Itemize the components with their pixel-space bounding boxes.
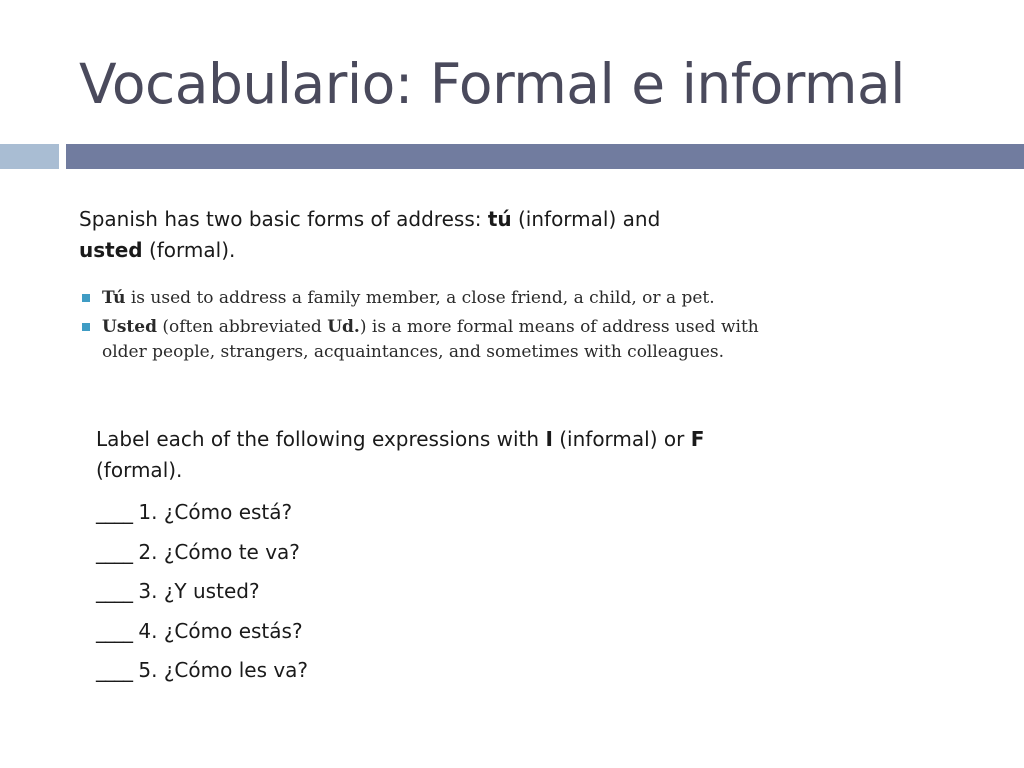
item-number: 5. bbox=[138, 658, 158, 682]
answer-blank: ____ bbox=[96, 539, 132, 564]
definition-text: is used to address a family member, a close friend, a child, or a pet. bbox=[125, 288, 715, 308]
definition-term: Tú bbox=[102, 288, 126, 308]
title-accent-bar-light bbox=[0, 144, 59, 169]
exercise-item bbox=[96, 572, 776, 612]
square-bullet-icon bbox=[82, 294, 90, 302]
answer-blank: ____ bbox=[96, 658, 132, 682]
answer-blank: ____ bbox=[96, 618, 132, 643]
slide-title: Vocabulario: Formal e informal bbox=[79, 52, 905, 116]
item-text: ¿Cómo estás? bbox=[163, 618, 303, 643]
item-number: 4. bbox=[138, 618, 158, 643]
item-number: 3. bbox=[138, 579, 158, 603]
exercise-item bbox=[96, 533, 776, 573]
definition-text-start: (often abbreviated bbox=[156, 317, 328, 337]
answer-blank: ____ bbox=[96, 579, 132, 603]
instruction-text-end: (formal). bbox=[96, 458, 183, 482]
intro-text-end: (formal). bbox=[142, 238, 236, 262]
item-text: ¿Cómo te va? bbox=[163, 539, 300, 564]
instruction-text-start: Label each of the following expressions with bbox=[96, 427, 546, 451]
definition-abbreviation: Ud. bbox=[327, 317, 360, 337]
instruction-letter-informal: I bbox=[545, 427, 553, 451]
item-text: ¿Y usted? bbox=[163, 579, 260, 603]
intro-term-usted: usted bbox=[79, 238, 143, 262]
title-accent-bar bbox=[66, 144, 1024, 169]
definition-item-usted bbox=[80, 315, 760, 365]
answer-blank: ____ bbox=[96, 500, 132, 524]
intro-paragraph bbox=[79, 204, 759, 266]
exercise-instruction bbox=[96, 424, 776, 486]
definition-text-end: ) is a more formal means of address used with older people, strangers, acquaintances, and sometimes with colleagues. bbox=[102, 317, 759, 362]
item-text: ¿Cómo les va? bbox=[163, 658, 309, 682]
definition-term: Usted bbox=[102, 317, 157, 337]
exercise-item bbox=[96, 651, 776, 691]
exercise-item bbox=[96, 493, 776, 533]
item-number: 2. bbox=[138, 539, 158, 564]
item-text: ¿Cómo está? bbox=[163, 500, 293, 524]
exercise-section bbox=[96, 424, 776, 691]
instruction-letter-formal: F bbox=[690, 427, 705, 451]
item-number: 1. bbox=[138, 500, 158, 524]
intro-term-tu: tú bbox=[487, 207, 512, 231]
definition-list bbox=[80, 286, 760, 369]
intro-text-start: Spanish has two basic forms of address: bbox=[79, 207, 488, 231]
exercise-item bbox=[96, 612, 776, 652]
definition-item-tu bbox=[80, 286, 760, 311]
instruction-text-middle: (informal) or bbox=[552, 427, 691, 451]
square-bullet-icon bbox=[82, 323, 90, 331]
intro-text-middle: (informal) and bbox=[511, 207, 661, 231]
